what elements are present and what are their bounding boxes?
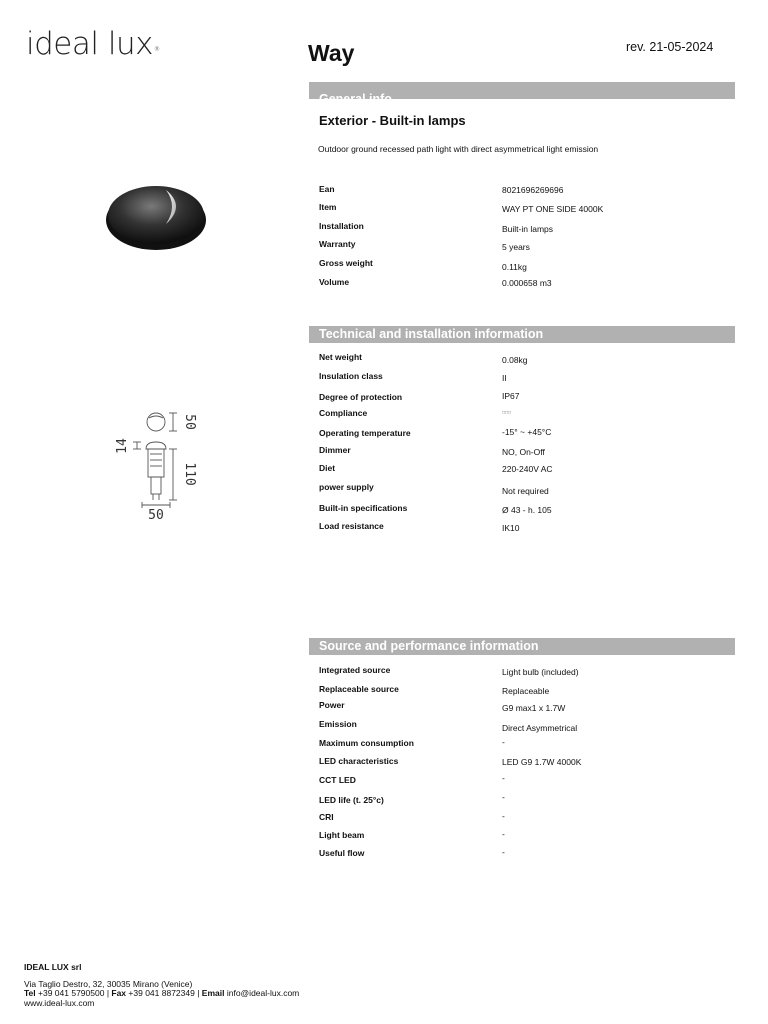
spec-label-power: Power	[319, 700, 345, 710]
spec-value-installation: Built-in lamps	[502, 224, 554, 234]
source-info-band: Source and performance information	[309, 638, 735, 655]
spec-label-integrated-source: Integrated source	[319, 665, 391, 675]
spec-value-net-weight: 0.08kg	[502, 355, 528, 365]
product-title: Way	[308, 40, 355, 66]
spec-label-installation: Installation	[319, 221, 364, 231]
spec-label-compliance: Compliance	[319, 408, 368, 418]
spec-value-protection: IP67	[502, 391, 520, 401]
spec-value-max-consumption: -	[502, 737, 505, 747]
spec-value-item: WAY PT ONE SIDE 4000K	[502, 204, 604, 214]
spec-label-built-in-specs: Built-in specifications	[319, 503, 408, 513]
spec-label-net-weight: Net weight	[319, 352, 362, 362]
spec-value-insulation-class: II	[502, 373, 507, 383]
spec-label-protection: Degree of protection	[319, 392, 403, 402]
spec-value-volume: 0.000658 m3	[502, 278, 552, 288]
spec-label-ean: Ean	[319, 184, 335, 194]
spec-label-useful-flow: Useful flow	[319, 848, 365, 858]
spec-label-power-supply: power supply	[319, 482, 374, 492]
spec-value-warranty: 5 years	[502, 242, 530, 252]
spec-label-load-resistance: Load resistance	[319, 521, 384, 531]
spec-label-max-consumption: Maximum consumption	[319, 738, 414, 748]
company-footer	[24, 963, 299, 1008]
spec-label-cct-led: CCT LED	[319, 775, 356, 785]
company-name: IDEAL LUX srl	[24, 962, 82, 972]
spec-value-cct-led: -	[502, 773, 505, 783]
compliance-mark-icon: □□□	[502, 410, 512, 416]
spec-value-dimmer: NO, On-Off	[502, 447, 545, 457]
company-address: Via Taglio Destro, 32, 30035 Mirano (Venice)	[24, 978, 193, 989]
spec-value-integrated-source: Light bulb (included)	[502, 667, 579, 677]
spec-label-diet: Diet	[319, 463, 336, 473]
revision-date: rev. 21-05-2024	[626, 40, 714, 54]
spec-label-dimmer: Dimmer	[319, 445, 351, 455]
spec-value-cri: -	[502, 811, 505, 821]
spec-label-emission: Emission	[319, 719, 357, 729]
spec-value-led-characteristics: LED G9 1.7W 4000K	[502, 757, 582, 767]
company-contacts: Tel +39 041 5790500 | Fax +39 041 8872349 | Email info@ideal-lux.com	[24, 988, 300, 998]
spec-value-operating-temp: -15° ~ +45°C	[502, 427, 552, 437]
dim-top-label: 50	[182, 414, 197, 430]
spec-label-replaceable-source: Replaceable source	[319, 684, 399, 694]
email-link[interactable]: info@ideal-lux.com	[226, 988, 300, 998]
general-info-band: General info	[309, 82, 735, 99]
brand-logo: ideal lux®	[26, 26, 160, 62]
technical-info-band: Technical and installation information	[309, 326, 735, 343]
spec-value-built-in-specs: Ø 43 - h. 105	[502, 505, 552, 515]
spec-value-light-beam: -	[502, 829, 505, 839]
product-photo	[104, 180, 208, 252]
spec-label-cri: CRI	[319, 812, 334, 822]
spec-label-volume: Volume	[319, 277, 350, 287]
dim-width-label: 50	[148, 508, 164, 523]
spec-value-ean: 8021696269696	[502, 185, 564, 195]
spec-label-operating-temp: Operating temperature	[319, 428, 411, 438]
spec-value-power: G9 max1 x 1.7W	[502, 703, 566, 713]
spec-label-led-life: LED life (t. 25°c)	[319, 795, 384, 805]
spec-label-led-characteristics: LED characteristics	[319, 756, 399, 766]
spec-label-light-beam: Light beam	[319, 830, 365, 840]
spec-value-led-life: -	[502, 792, 505, 802]
dim-height-label: 110	[182, 462, 197, 486]
spec-value-diet: 220-240V AC	[502, 464, 553, 474]
product-description: Outdoor ground recessed path light with direct asymmetrical light emission	[318, 144, 599, 154]
spec-label-warranty: Warranty	[319, 239, 356, 249]
spec-value-replaceable-source: Replaceable	[502, 686, 550, 696]
spec-label-item: Item	[319, 202, 337, 212]
spec-label-gross-weight: Gross weight	[319, 258, 373, 268]
spec-value-gross-weight: 0.11kg	[502, 262, 527, 272]
dim-left-label: 14	[115, 438, 130, 454]
dimension-drawing	[112, 404, 197, 524]
spec-value-power-supply: Not required	[502, 486, 549, 496]
spec-value-emission: Direct Asymmetrical	[502, 723, 578, 733]
category-heading: Exterior - Built-in lamps	[319, 113, 466, 128]
spec-value-load-resistance: IK10	[502, 523, 520, 533]
spec-label-insulation-class: Insulation class	[319, 371, 383, 381]
spec-value-useful-flow: -	[502, 847, 505, 857]
website-link[interactable]: www.ideal-lux.com	[24, 997, 95, 1008]
